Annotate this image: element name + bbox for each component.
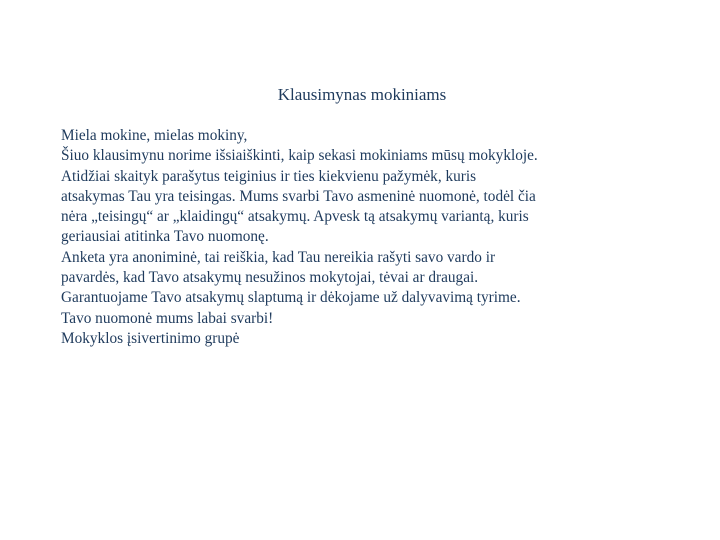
- body-line: Šiuo klausimynu norime išsiaiškinti, kaip sekasi mokiniams mūsų mokykloje.: [61, 147, 538, 165]
- body-line: Anketa yra anoniminė, tai reiškia, kad Tau nereikia rašyti savo vardo ir: [61, 248, 496, 266]
- body-line: pavardės, kad Tavo atsakymų nesužinos mokytojai, tėvai ar draugai.: [61, 269, 479, 287]
- body-line: nėra „teisingų“ ar „klaidingų“ atsakymų. Apvesk tą atsakymų variantą, kuris: [61, 208, 529, 226]
- body-line: geriausiai atitinka Tavo nuomonę.: [61, 228, 269, 246]
- signature-line: Mokyklos įsivertinimo grupė: [61, 329, 240, 347]
- body-line: Atidžiai skaityk parašytus teiginius ir ties kiekvienu pažymėk, kuris: [61, 167, 477, 185]
- greeting-line: Miela mokine, mielas mokiny,: [61, 127, 248, 144]
- body-line: Garantuojame Tavo atsakymų slaptumą ir dėkojame už dalyvavimą tyrime.: [61, 289, 521, 307]
- slide-body: [61, 126, 671, 349]
- slide-title: Klausimynas mokiniams: [277, 85, 447, 104]
- body-line: atsakymas Tau yra teisingas. Mums svarbi Tavo asmeninė nuomonė, todėl čia: [61, 187, 536, 205]
- body-line: Tavo nuomonė mums labai svarbi!: [61, 309, 274, 327]
